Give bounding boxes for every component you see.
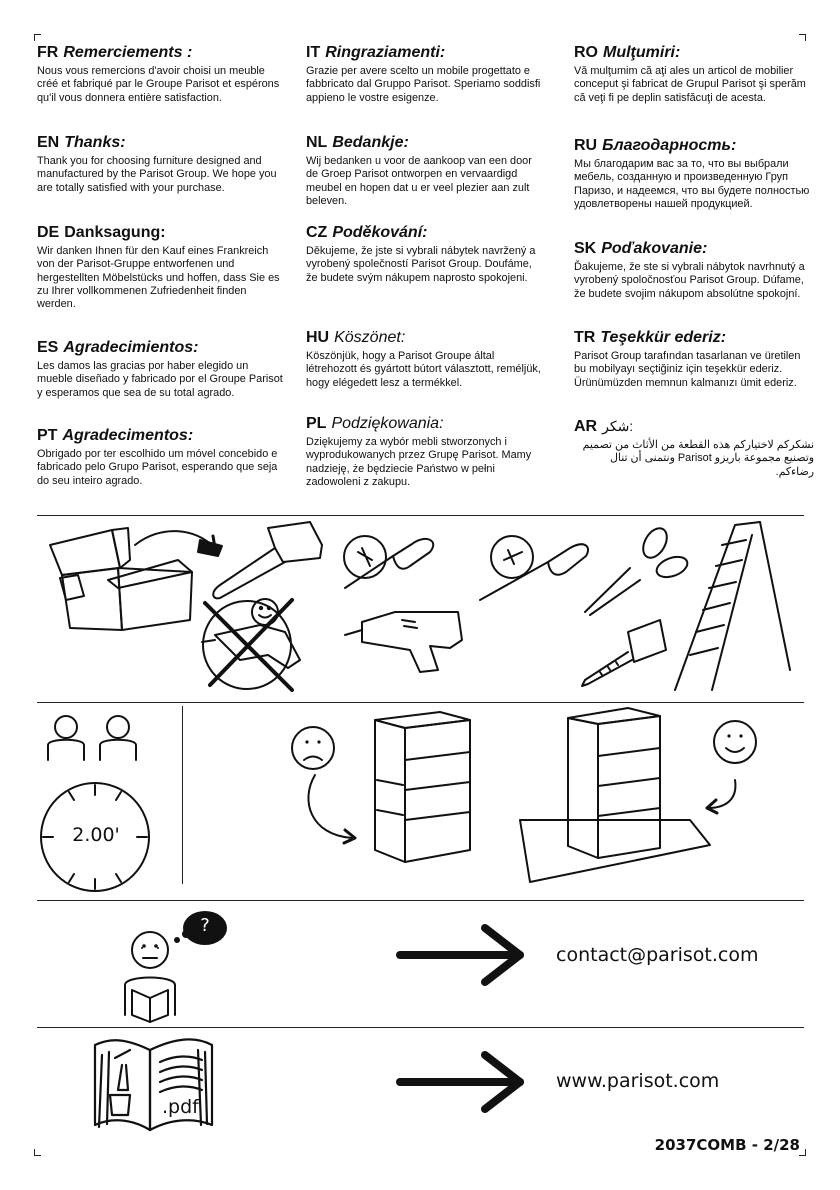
lang-code: FR: [37, 44, 59, 61]
website-link[interactable]: www.parisot.com: [556, 1070, 720, 1092]
lang-code: NL: [306, 134, 328, 151]
lang-text: Obrigado por ter escolhido um móvel concebido e fabricado pelo Grupo Parisot, esperando que seja do seu inteiro agrado.: [37, 448, 278, 487]
contact-email-link[interactable]: contact@parisot.com: [556, 944, 759, 966]
page-reference: 2037COMB - 2/28: [654, 1136, 800, 1154]
lang-code: AR: [574, 418, 598, 435]
lang-code: RU: [574, 137, 598, 154]
assembly-duration: 2.00': [60, 824, 132, 846]
lang-code: CZ: [306, 224, 328, 241]
lang-code: RO: [574, 44, 598, 61]
lang-heading: Teşekkür ederiz:: [600, 329, 727, 346]
help-symbol: ?: [200, 915, 210, 936]
lang-heading: Bedankje:: [332, 134, 409, 151]
lang-text: Wir danken Ihnen für den Kauf eines Frankreich von der Parisot-Gruppe entworfenen und hergestellten Möbelstücks und hoffen, dass Sie es zu Ihrer vollkommenen Zufriedenheit finden werden.: [37, 245, 280, 311]
lang-code: DE: [37, 224, 60, 241]
lang-text: نشكركم لاختياركم هذه القطعة من الأثاث من تصميم وتصنيع مجموعة باريزو Parisot ونتمنى أن تنال رضاءكم.: [582, 439, 814, 478]
lang-heading: Poděkování:: [332, 224, 428, 241]
lang-code: PT: [37, 427, 58, 444]
lang-heading: Remerciements :: [63, 44, 193, 61]
lang-text: Ďakujeme, že ste si vybrali nábytok navrhnutý a vyrobený spoločnosťou Parisot Group. Dúfame, že budete svojim nákupom absolútne spokojní.: [574, 261, 805, 300]
lang-heading: Danksagung:: [64, 224, 166, 241]
lang-text: Wij bedanken u voor de aankoop van een door de Groep Parisot ontworpen en vervaardigd meubel en hopen dat u er veel plezier aan zult beleven.: [306, 155, 532, 207]
lang-heading: Mulţumiri:: [603, 44, 681, 61]
lang-code: PL: [306, 415, 327, 432]
lang-text: Thank you for choosing furniture designed and manufactured by the Parisot Group. We hope you are totally satisfied with your purchase.: [37, 155, 277, 194]
lang-text: Děkujeme, že jste si vybrali nábytek navržený a vyrobený společností Parisot Group. Doufáme, že budete svým nákupem naprosto spokojeni.: [306, 245, 536, 284]
lang-code: HU: [306, 329, 330, 346]
lang-heading: Agradecimientos:: [63, 339, 199, 356]
lang-text: Parisot Group tarafından tasarlanan ve üretilen bu mobilyayı seçtiğiniz için teşekkür ederiz. Ürünümüzden memnun kalmanızı ümit ederiz.: [574, 350, 801, 389]
lang-heading: Agradecimentos:: [62, 427, 194, 444]
lang-code: IT: [306, 44, 321, 61]
lang-text: Мы благодарим вас за то, что вы выбрали мебель, созданную и произведенную Груп Паризо, и надеемся, что вы будете полностью удовлетворены нашей продукцией.: [574, 158, 810, 210]
lang-heading: Köszönet:: [334, 329, 406, 346]
lang-code: ES: [37, 339, 59, 356]
lang-heading: Благодарность:: [602, 137, 737, 154]
lang-heading: Thanks:: [64, 134, 126, 151]
lang-code: EN: [37, 134, 60, 151]
lang-heading: Podziękowania:: [331, 415, 444, 432]
pdf-label: .pdf: [162, 1096, 199, 1118]
lang-heading: شكر:: [602, 418, 634, 434]
lang-code: TR: [574, 329, 596, 346]
lang-text: Grazie per avere scelto un mobile progettato e fabbricato dal Gruppo Parisot. Speriamo soddisfi appieno le vostre esigenze.: [306, 65, 541, 104]
lang-heading: Poďakovanie:: [601, 240, 708, 257]
lang-text: Nous vous remercions d'avoir choisi un meuble créé et fabriqué par le Groupe Parisot et espérons qu'il vous donnera entière satisfaction.: [37, 65, 280, 104]
lang-text: Les damos las gracias por haber elegido un mueble diseñado y fabricado por el Groupe Parisot y esperamos que sea de su total agrado.: [37, 360, 283, 399]
lang-text: Köszönjük, hogy a Parisot Groupe által létrehozott és gyártott bútort választott, reméljük, hogy elégedett lesz a termékkel.: [306, 350, 541, 389]
lang-text: Dziękujemy za wybór mebli stworzonych i wyprodukowanych przez Grupę Parisot. Mamy nadzieję, że będziecie Państwo w pełni zadowoleni z zakupu.: [306, 436, 532, 488]
lang-code: SK: [574, 240, 597, 257]
lang-text: Vă mulţumim că aţi ales un articol de mobilier conceput şi fabricat de Grupul Parisot şi sperăm că veţi fi pe deplin satisfăcuţi de acesta.: [574, 65, 806, 104]
lang-heading: Ringraziamenti:: [325, 44, 446, 61]
